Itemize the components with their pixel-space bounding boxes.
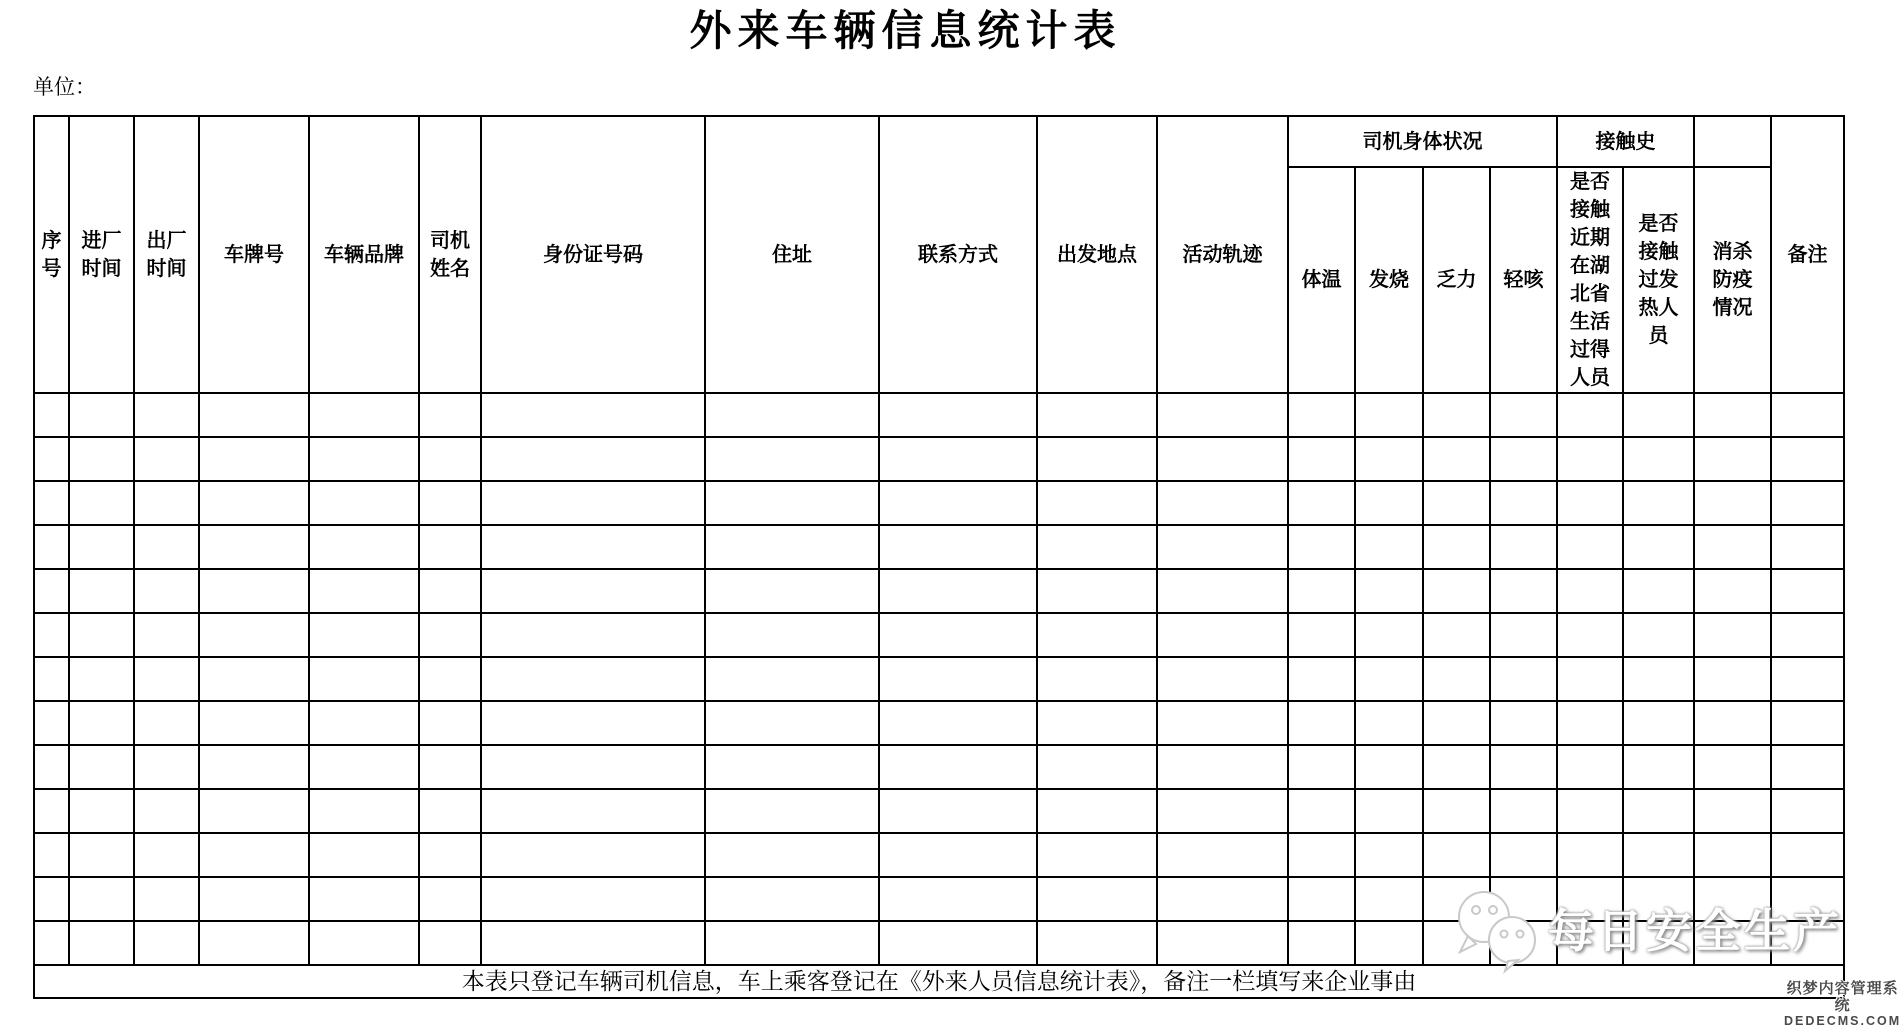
empty-cell — [481, 481, 705, 525]
empty-cell — [199, 877, 309, 921]
empty-cell — [309, 481, 419, 525]
col-group-contact-history: 接触史 — [1557, 116, 1694, 167]
empty-cell — [1037, 657, 1157, 701]
col-header-contact: 联系方式 — [879, 116, 1037, 393]
empty-cell — [419, 569, 481, 613]
empty-cell — [1771, 789, 1844, 833]
col-header-plate-number: 车牌号 — [199, 116, 309, 393]
empty-cell — [1694, 481, 1771, 525]
col-group-driver-health: 司机身体状况 — [1288, 116, 1557, 167]
empty-cell — [1355, 701, 1423, 745]
empty-cell — [309, 701, 419, 745]
empty-cell — [481, 789, 705, 833]
empty-cell — [1490, 481, 1557, 525]
empty-cell — [1355, 393, 1423, 437]
empty-cell — [1157, 877, 1288, 921]
empty-cell — [419, 789, 481, 833]
empty-cell — [1771, 569, 1844, 613]
empty-cell — [1771, 393, 1844, 437]
empty-cell — [69, 525, 134, 569]
empty-cell — [1490, 833, 1557, 877]
empty-cell — [309, 921, 419, 965]
empty-cell — [1423, 393, 1490, 437]
empty-cell — [1037, 569, 1157, 613]
empty-cell — [309, 525, 419, 569]
empty-cell — [1771, 657, 1844, 701]
empty-cell — [1557, 437, 1623, 481]
col-header-hubei-contact: 是否接触近期在湖北省生活过得人员 — [1557, 167, 1623, 393]
empty-cell — [1557, 657, 1623, 701]
empty-cell — [879, 613, 1037, 657]
empty-cell — [1771, 613, 1844, 657]
empty-cell — [1037, 921, 1157, 965]
empty-cell — [481, 613, 705, 657]
empty-cell — [1355, 613, 1423, 657]
empty-cell — [1557, 745, 1623, 789]
empty-cell — [1288, 877, 1355, 921]
empty-cell — [705, 921, 879, 965]
empty-cell — [1157, 789, 1288, 833]
empty-cell — [34, 921, 69, 965]
empty-cell — [419, 745, 481, 789]
empty-cell — [1557, 525, 1623, 569]
empty-cell — [419, 701, 481, 745]
empty-cell — [199, 569, 309, 613]
empty-cell — [1694, 701, 1771, 745]
table-row — [34, 657, 1844, 701]
col-header-activity-track: 活动轨迹 — [1157, 116, 1288, 393]
empty-cell — [879, 877, 1037, 921]
empty-cell — [1623, 481, 1694, 525]
empty-cell — [705, 481, 879, 525]
empty-cell — [309, 393, 419, 437]
empty-cell — [879, 393, 1037, 437]
empty-cell — [1490, 745, 1557, 789]
empty-cell — [1423, 789, 1490, 833]
empty-cell — [879, 525, 1037, 569]
empty-cell — [1623, 569, 1694, 613]
empty-cell — [69, 393, 134, 437]
empty-cell — [34, 393, 69, 437]
col-header-disinfection: 消杀防疫情况 — [1694, 167, 1771, 393]
empty-cell — [34, 701, 69, 745]
empty-cell — [1355, 437, 1423, 481]
empty-cell — [1490, 569, 1557, 613]
empty-cell — [705, 613, 879, 657]
empty-cell — [199, 657, 309, 701]
empty-cell — [199, 921, 309, 965]
empty-cell — [879, 569, 1037, 613]
empty-cell — [1623, 745, 1694, 789]
empty-cell — [1288, 833, 1355, 877]
empty-cell — [1623, 393, 1694, 437]
empty-cell — [309, 789, 419, 833]
empty-cell — [1423, 833, 1490, 877]
empty-cell — [1355, 921, 1423, 965]
empty-cell — [1623, 525, 1694, 569]
empty-cell — [1157, 613, 1288, 657]
empty-cell — [309, 657, 419, 701]
empty-cell — [1288, 701, 1355, 745]
empty-cell — [199, 833, 309, 877]
empty-cell — [1694, 525, 1771, 569]
watermark-text: 每日安全生产 — [1548, 905, 1842, 957]
empty-cell — [419, 393, 481, 437]
cms-badge-line2: DEDECMS.COM — [1784, 1014, 1901, 1028]
empty-cell — [1490, 393, 1557, 437]
empty-cell — [1157, 657, 1288, 701]
empty-cell — [419, 525, 481, 569]
col-header-departure-place: 出发地点 — [1037, 116, 1157, 393]
empty-cell — [34, 745, 69, 789]
empty-cell — [309, 437, 419, 481]
col-header-cough: 轻咳 — [1490, 167, 1557, 393]
empty-cell — [199, 789, 309, 833]
empty-cell — [1288, 921, 1355, 965]
empty-cell — [705, 569, 879, 613]
empty-cell — [1157, 393, 1288, 437]
empty-cell — [69, 877, 134, 921]
empty-cell — [1355, 657, 1423, 701]
empty-cell — [134, 481, 199, 525]
col-header-id-number: 身份证号码 — [481, 116, 705, 393]
table-row — [34, 437, 1844, 481]
empty-cell — [69, 701, 134, 745]
col-header-remark: 备注 — [1771, 116, 1844, 393]
empty-cell — [705, 437, 879, 481]
table-row — [34, 393, 1844, 437]
empty-cell — [1557, 481, 1623, 525]
empty-cell — [481, 569, 705, 613]
disinfection-header-spacer — [1694, 116, 1771, 167]
empty-cell — [1037, 701, 1157, 745]
empty-cell — [134, 613, 199, 657]
empty-cell — [1037, 613, 1157, 657]
empty-cell — [879, 921, 1037, 965]
empty-cell — [481, 921, 705, 965]
empty-cell — [1288, 745, 1355, 789]
empty-cell — [1694, 657, 1771, 701]
table-row — [34, 789, 1844, 833]
empty-cell — [1694, 569, 1771, 613]
footer-note: 本表只登记车辆司机信息，车上乘客登记在《外来人员信息统计表》，备注一栏填写来企业事由 — [34, 965, 1844, 998]
empty-cell — [419, 833, 481, 877]
empty-cell — [1490, 525, 1557, 569]
empty-cell — [309, 613, 419, 657]
empty-cell — [481, 393, 705, 437]
empty-cell — [1037, 789, 1157, 833]
empty-cell — [134, 877, 199, 921]
empty-cell — [1694, 437, 1771, 481]
empty-cell — [419, 657, 481, 701]
empty-cell — [69, 745, 134, 789]
empty-cell — [1355, 481, 1423, 525]
col-header-fever-contact: 是否接触过发热人员 — [1623, 167, 1694, 393]
empty-cell — [199, 437, 309, 481]
col-header-exit-time: 出厂时间 — [134, 116, 199, 393]
empty-cell — [1355, 569, 1423, 613]
empty-cell — [69, 437, 134, 481]
empty-cell — [879, 745, 1037, 789]
vehicle-info-table — [33, 115, 1845, 999]
empty-cell — [481, 657, 705, 701]
empty-cell — [1157, 481, 1288, 525]
empty-cell — [134, 437, 199, 481]
empty-cell — [134, 921, 199, 965]
empty-cell — [1037, 437, 1157, 481]
empty-cell — [69, 569, 134, 613]
empty-cell — [1623, 789, 1694, 833]
empty-cell — [1355, 877, 1423, 921]
empty-cell — [1423, 613, 1490, 657]
empty-cell — [419, 437, 481, 481]
empty-cell — [1423, 657, 1490, 701]
empty-cell — [1490, 701, 1557, 745]
empty-cell — [481, 437, 705, 481]
empty-cell — [69, 833, 134, 877]
empty-cell — [199, 745, 309, 789]
col-header-index: 序号 — [34, 116, 69, 393]
empty-cell — [1355, 833, 1423, 877]
col-header-fatigue: 乏力 — [1423, 167, 1490, 393]
unit-label: 单位： — [33, 75, 96, 99]
empty-cell — [1037, 481, 1157, 525]
empty-cell — [199, 481, 309, 525]
col-header-entry-time: 进厂时间 — [69, 116, 134, 393]
empty-cell — [1771, 833, 1844, 877]
empty-cell — [1288, 789, 1355, 833]
empty-cell — [34, 657, 69, 701]
empty-cell — [1423, 745, 1490, 789]
empty-cell — [69, 657, 134, 701]
empty-cell — [309, 877, 419, 921]
empty-cell — [1288, 569, 1355, 613]
empty-cell — [1423, 701, 1490, 745]
empty-cell — [134, 525, 199, 569]
empty-cell — [199, 393, 309, 437]
empty-cell — [1490, 437, 1557, 481]
empty-cell — [1771, 701, 1844, 745]
empty-cell — [879, 657, 1037, 701]
empty-cell — [1771, 525, 1844, 569]
empty-cell — [1423, 525, 1490, 569]
empty-cell — [1623, 701, 1694, 745]
empty-cell — [1288, 437, 1355, 481]
empty-cell — [1557, 789, 1623, 833]
empty-cell — [419, 921, 481, 965]
empty-cell — [34, 789, 69, 833]
empty-cell — [1694, 613, 1771, 657]
empty-cell — [69, 789, 134, 833]
empty-cell — [1557, 569, 1623, 613]
empty-cell — [1037, 393, 1157, 437]
empty-cell — [879, 789, 1037, 833]
cms-badge — [1784, 980, 1901, 1028]
col-header-driver-name: 司机姓名 — [419, 116, 481, 393]
table-row — [34, 525, 1844, 569]
empty-cell — [1623, 437, 1694, 481]
empty-cell — [1037, 745, 1157, 789]
empty-cell — [1288, 657, 1355, 701]
empty-cell — [1694, 393, 1771, 437]
table-row — [34, 745, 1844, 789]
empty-cell — [1557, 393, 1623, 437]
empty-cell — [1623, 657, 1694, 701]
empty-cell — [134, 745, 199, 789]
empty-cell — [1157, 921, 1288, 965]
empty-cell — [199, 701, 309, 745]
empty-cell — [309, 569, 419, 613]
empty-cell — [1490, 613, 1557, 657]
empty-cell — [419, 613, 481, 657]
empty-cell — [705, 701, 879, 745]
empty-cell — [1157, 701, 1288, 745]
empty-cell — [1771, 481, 1844, 525]
empty-cell — [705, 789, 879, 833]
empty-cell — [705, 393, 879, 437]
empty-cell — [134, 393, 199, 437]
empty-cell — [1423, 481, 1490, 525]
cms-badge-line1: 织梦内容管理系统 — [1786, 980, 1899, 1014]
table-row — [34, 481, 1844, 525]
empty-cell — [1288, 481, 1355, 525]
table-row — [34, 833, 1844, 877]
empty-cell — [481, 701, 705, 745]
empty-cell — [419, 877, 481, 921]
empty-cell — [69, 613, 134, 657]
col-header-fever: 发烧 — [1355, 167, 1423, 393]
watermark — [1448, 890, 1842, 972]
empty-cell — [481, 877, 705, 921]
empty-cell — [1037, 833, 1157, 877]
empty-cell — [1771, 437, 1844, 481]
empty-cell — [69, 481, 134, 525]
empty-cell — [1557, 613, 1623, 657]
table-body — [34, 393, 1844, 965]
empty-cell — [199, 525, 309, 569]
empty-cell — [1557, 833, 1623, 877]
empty-cell — [1157, 833, 1288, 877]
empty-cell — [1694, 789, 1771, 833]
table-row — [34, 701, 1844, 745]
empty-cell — [134, 569, 199, 613]
empty-cell — [134, 657, 199, 701]
empty-cell — [34, 437, 69, 481]
empty-cell — [1423, 569, 1490, 613]
empty-cell — [1288, 613, 1355, 657]
empty-cell — [34, 525, 69, 569]
empty-cell — [879, 437, 1037, 481]
empty-cell — [1157, 525, 1288, 569]
empty-cell — [69, 921, 134, 965]
empty-cell — [1157, 569, 1288, 613]
empty-cell — [1288, 525, 1355, 569]
empty-cell — [1157, 745, 1288, 789]
col-header-vehicle-brand: 车辆品牌 — [309, 116, 419, 393]
empty-cell — [1157, 437, 1288, 481]
empty-cell — [1355, 789, 1423, 833]
empty-cell — [879, 833, 1037, 877]
empty-cell — [34, 613, 69, 657]
empty-cell — [1694, 833, 1771, 877]
empty-cell — [1355, 745, 1423, 789]
empty-cell — [705, 657, 879, 701]
empty-cell — [309, 745, 419, 789]
col-header-temperature: 体温 — [1288, 167, 1355, 393]
empty-cell — [705, 525, 879, 569]
empty-cell — [1623, 613, 1694, 657]
empty-cell — [134, 833, 199, 877]
table-row — [34, 569, 1844, 613]
wechat-logo-icon — [1448, 890, 1548, 972]
empty-cell — [419, 481, 481, 525]
empty-cell — [1623, 833, 1694, 877]
table-row — [34, 613, 1844, 657]
empty-cell — [1355, 525, 1423, 569]
empty-cell — [705, 877, 879, 921]
empty-cell — [1037, 525, 1157, 569]
empty-cell — [705, 833, 879, 877]
empty-cell — [705, 745, 879, 789]
empty-cell — [199, 613, 309, 657]
empty-cell — [1490, 657, 1557, 701]
empty-cell — [481, 525, 705, 569]
empty-cell — [879, 481, 1037, 525]
empty-cell — [34, 877, 69, 921]
empty-cell — [1288, 393, 1355, 437]
empty-cell — [1771, 745, 1844, 789]
empty-cell — [1037, 877, 1157, 921]
empty-cell — [34, 569, 69, 613]
empty-cell — [134, 789, 199, 833]
empty-cell — [1490, 789, 1557, 833]
empty-cell — [1694, 745, 1771, 789]
empty-cell — [309, 833, 419, 877]
empty-cell — [1423, 437, 1490, 481]
empty-cell — [34, 481, 69, 525]
empty-cell — [1557, 701, 1623, 745]
empty-cell — [34, 833, 69, 877]
empty-cell — [481, 833, 705, 877]
col-header-address: 住址 — [705, 116, 879, 393]
page-title: 外来车辆信息统计表 — [689, 9, 1122, 55]
empty-cell — [481, 745, 705, 789]
empty-cell — [134, 701, 199, 745]
empty-cell — [879, 701, 1037, 745]
